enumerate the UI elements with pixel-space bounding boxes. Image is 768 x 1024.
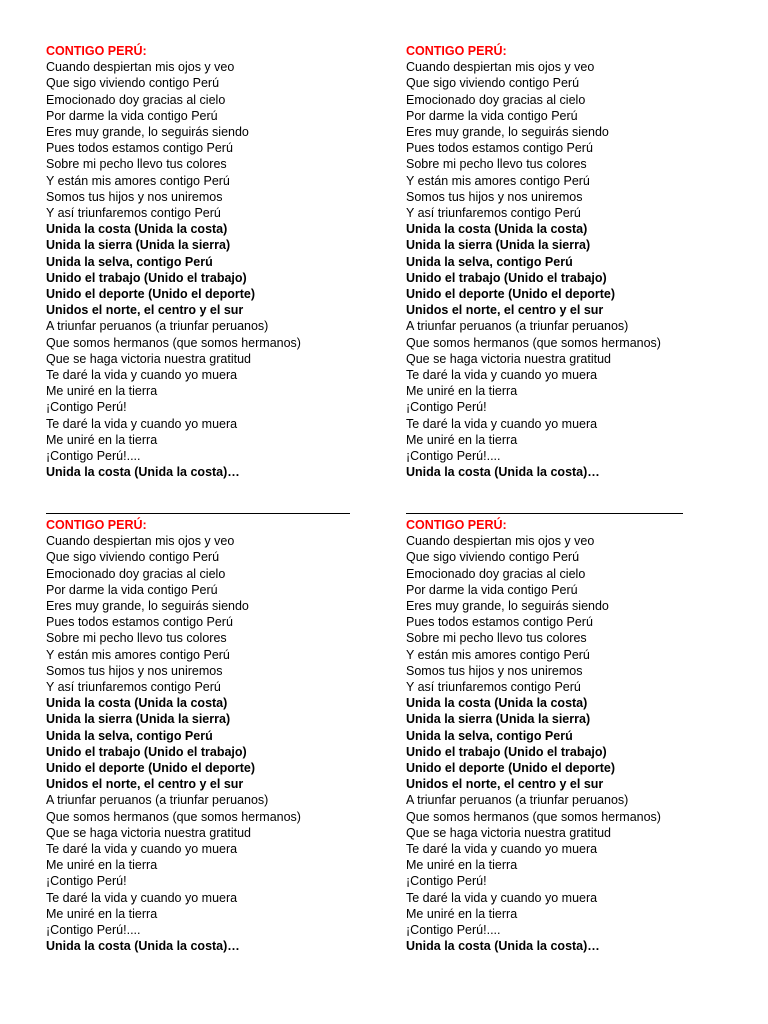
- lyric-line: Unida la costa (Unida la costa)…: [46, 939, 240, 954]
- lyric-line: Te daré la vida y cuando yo muera: [46, 842, 238, 857]
- lyric-line: Eres muy grande, lo seguirás siendo: [406, 125, 609, 140]
- lyric-line: Somos tus hijos y nos uniremos: [46, 663, 223, 678]
- lyric-line: Unida la selva, contigo Perú: [46, 728, 213, 743]
- lyric-line: Unida la costa (Unida la costa)…: [46, 465, 240, 480]
- lyric-line: ¡Contigo Perú!....: [406, 449, 501, 464]
- lyric-line: Y así triunfaremos contigo Perú: [46, 680, 221, 695]
- song-title: CONTIGO PERÚ:: [46, 518, 147, 532]
- lyric-line: Somos tus hijos y nos uniremos: [406, 189, 583, 204]
- lyric-line: Me uniré en la tierra: [406, 432, 518, 447]
- lyric-line: Unidos el norte, el centro y el sur: [406, 303, 604, 318]
- lyric-line: ¡Contigo Perú!: [46, 400, 127, 415]
- lyric-line: Me uniré en la tierra: [46, 906, 158, 921]
- lyric-line: Unido el deporte (Unido el deporte): [406, 761, 616, 776]
- lyric-line: Cuando despiertan mis ojos y veo: [406, 534, 595, 549]
- lyric-line: Somos tus hijos y nos uniremos: [406, 663, 583, 678]
- lyric-line: Unido el trabajo (Unido el trabajo): [406, 270, 607, 285]
- song-title: CONTIGO PERÚ:: [406, 518, 507, 532]
- lyric-line: Te daré la vida y cuando yo muera: [406, 890, 598, 905]
- lyric-line: Te daré la vida y cuando yo muera: [46, 368, 238, 383]
- lyric-line: Te daré la vida y cuando yo muera: [406, 842, 598, 857]
- lyric-line: Y están mis amores contigo Perú: [406, 647, 590, 662]
- lyric-line: Que sigo viviendo contigo Perú: [406, 550, 580, 565]
- lyrics-block-bottom-right: [406, 517, 726, 954]
- lyric-line: Eres muy grande, lo seguirás siendo: [46, 125, 249, 140]
- lyric-line: Me uniré en la tierra: [46, 432, 158, 447]
- lyric-line: Que se haga victoria nuestra gratitud: [46, 825, 251, 840]
- lyric-line: Que somos hermanos (que somos hermanos): [406, 809, 661, 824]
- lyric-line: Unida la selva, contigo Perú: [406, 728, 573, 743]
- lyric-line: Que sigo viviendo contigo Perú: [46, 76, 220, 91]
- lyric-line: Por darme la vida contigo Perú: [46, 582, 218, 597]
- lyric-line: Unido el deporte (Unido el deporte): [406, 287, 616, 302]
- lyric-line: Emocionado doy gracias al cielo: [46, 92, 226, 107]
- lyric-line: Eres muy grande, lo seguirás siendo: [46, 599, 249, 614]
- lyric-line: Sobre mi pecho llevo tus colores: [46, 157, 227, 172]
- song-title: CONTIGO PERÚ:: [46, 44, 147, 58]
- lyric-line: Unida la sierra (Unida la sierra): [46, 238, 231, 253]
- lyric-line: Unidos el norte, el centro y el sur: [406, 777, 604, 792]
- lyric-line: Cuando despiertan mis ojos y veo: [46, 534, 235, 549]
- lyric-line: Unido el trabajo (Unido el trabajo): [46, 270, 247, 285]
- separator-line-left: [46, 513, 350, 514]
- lyric-line: ¡Contigo Perú!: [46, 874, 127, 889]
- lyrics-block-top-right: [406, 43, 726, 480]
- lyric-line: Sobre mi pecho llevo tus colores: [46, 631, 227, 646]
- lyric-line: Por darme la vida contigo Perú: [406, 108, 578, 123]
- lyric-line: Y están mis amores contigo Perú: [46, 647, 230, 662]
- lyric-line: Que sigo viviendo contigo Perú: [406, 76, 580, 91]
- lyric-line: Somos tus hijos y nos uniremos: [46, 189, 223, 204]
- lyric-line: Pues todos estamos contigo Perú: [46, 615, 233, 630]
- lyric-line: Unidos el norte, el centro y el sur: [46, 777, 244, 792]
- lyric-line: Me uniré en la tierra: [46, 384, 158, 399]
- lyric-line: Que somos hermanos (que somos hermanos): [406, 335, 661, 350]
- lyric-line: A triunfar peruanos (a triunfar peruanos): [406, 319, 629, 334]
- lyric-line: Pues todos estamos contigo Perú: [46, 141, 233, 156]
- lyric-line: ¡Contigo Perú!: [406, 874, 487, 889]
- lyric-line: Unida la selva, contigo Perú: [46, 254, 213, 269]
- lyric-line: Unida la costa (Unida la costa): [46, 222, 228, 237]
- lyric-line: Emocionado doy gracias al cielo: [406, 566, 586, 581]
- lyric-line: Unidos el norte, el centro y el sur: [46, 303, 244, 318]
- lyric-line: Que somos hermanos (que somos hermanos): [46, 809, 301, 824]
- lyric-line: Me uniré en la tierra: [406, 384, 518, 399]
- lyric-line: Emocionado doy gracias al cielo: [46, 566, 226, 581]
- lyric-line: Que se haga victoria nuestra gratitud: [46, 351, 251, 366]
- lyric-line: Pues todos estamos contigo Perú: [406, 141, 593, 156]
- lyric-line: Por darme la vida contigo Perú: [406, 582, 578, 597]
- lyric-line: Unido el deporte (Unido el deporte): [46, 287, 256, 302]
- lyric-line: Me uniré en la tierra: [46, 858, 158, 873]
- lyric-line: Unida la sierra (Unida la sierra): [46, 712, 231, 727]
- lyric-line: Sobre mi pecho llevo tus colores: [406, 157, 587, 172]
- lyric-line: Unido el trabajo (Unido el trabajo): [46, 744, 247, 759]
- lyric-line: Te daré la vida y cuando yo muera: [406, 416, 598, 431]
- lyric-line: Que sigo viviendo contigo Perú: [46, 550, 220, 565]
- lyric-line: A triunfar peruanos (a triunfar peruanos): [46, 319, 269, 334]
- lyric-line: Unida la costa (Unida la costa): [406, 222, 588, 237]
- lyric-line: Unida la sierra (Unida la sierra): [406, 712, 591, 727]
- lyric-line: A triunfar peruanos (a triunfar peruanos): [406, 793, 629, 808]
- lyric-line: Sobre mi pecho llevo tus colores: [406, 631, 587, 646]
- lyric-line: Te daré la vida y cuando yo muera: [46, 416, 238, 431]
- lyric-line: Unido el deporte (Unido el deporte): [46, 761, 256, 776]
- lyric-line: ¡Contigo Perú!....: [406, 923, 501, 938]
- lyric-line: Pues todos estamos contigo Perú: [406, 615, 593, 630]
- song-title: CONTIGO PERÚ:: [406, 44, 507, 58]
- lyric-line: Y así triunfaremos contigo Perú: [406, 680, 581, 695]
- lyric-line: Me uniré en la tierra: [406, 906, 518, 921]
- lyric-line: Unida la costa (Unida la costa)…: [406, 465, 600, 480]
- lyric-line: Unida la sierra (Unida la sierra): [406, 238, 591, 253]
- lyric-line: Y están mis amores contigo Perú: [46, 173, 230, 188]
- lyrics-block-top-left: [46, 43, 366, 480]
- lyric-line: A triunfar peruanos (a triunfar peruanos): [46, 793, 269, 808]
- lyric-line: Me uniré en la tierra: [406, 858, 518, 873]
- lyric-line: ¡Contigo Perú!....: [46, 449, 141, 464]
- lyric-line: Unida la costa (Unida la costa)…: [406, 939, 600, 954]
- lyric-line: Que somos hermanos (que somos hermanos): [46, 335, 301, 350]
- lyric-line: Por darme la vida contigo Perú: [46, 108, 218, 123]
- lyric-line: Que se haga victoria nuestra gratitud: [406, 825, 611, 840]
- lyric-line: Y están mis amores contigo Perú: [406, 173, 590, 188]
- lyric-line: Cuando despiertan mis ojos y veo: [406, 60, 595, 75]
- lyric-line: Y así triunfaremos contigo Perú: [406, 206, 581, 221]
- lyrics-block-bottom-left: [46, 517, 366, 954]
- lyric-line: Unida la costa (Unida la costa): [46, 696, 228, 711]
- lyric-line: Cuando despiertan mis ojos y veo: [46, 60, 235, 75]
- lyric-line: Te daré la vida y cuando yo muera: [406, 368, 598, 383]
- lyric-line: Que se haga victoria nuestra gratitud: [406, 351, 611, 366]
- lyric-line: Unido el trabajo (Unido el trabajo): [406, 744, 607, 759]
- lyric-line: Unida la selva, contigo Perú: [406, 254, 573, 269]
- lyric-line: Y así triunfaremos contigo Perú: [46, 206, 221, 221]
- lyric-line: Eres muy grande, lo seguirás siendo: [406, 599, 609, 614]
- separator-line-right: [406, 513, 683, 514]
- lyric-line: ¡Contigo Perú!....: [46, 923, 141, 938]
- lyric-line: Unida la costa (Unida la costa): [406, 696, 588, 711]
- lyric-line: Emocionado doy gracias al cielo: [406, 92, 586, 107]
- lyric-line: ¡Contigo Perú!: [406, 400, 487, 415]
- lyric-line: Te daré la vida y cuando yo muera: [46, 890, 238, 905]
